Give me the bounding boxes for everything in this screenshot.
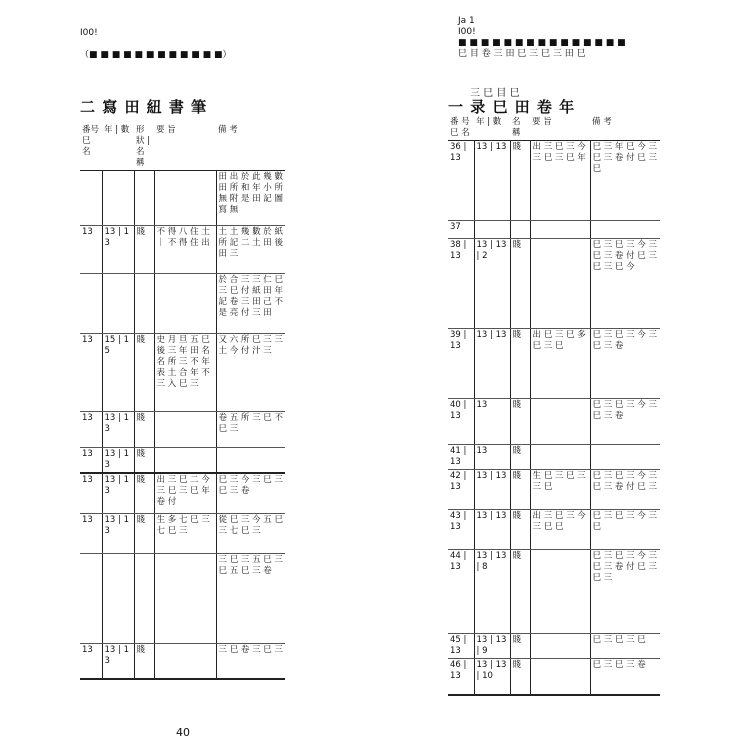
cell-kind: 賤 bbox=[512, 142, 522, 152]
cell-year: 13 bbox=[476, 400, 488, 410]
table-row bbox=[448, 659, 660, 695]
cell-note: 從 巳 三 今 五 巳 三 七 巳 三 bbox=[218, 514, 284, 536]
cell-year: 13 | 13 bbox=[476, 142, 507, 152]
column-header: 名 稱 bbox=[510, 116, 530, 141]
table-row bbox=[448, 329, 660, 399]
cell-note: 巳 三 年 巳 今 三 巳 三 卷 付 巳 三 巳 bbox=[592, 142, 658, 174]
cell-note: 巳 三 巳 三 今 三 巳 三 卷 付 巳 三 bbox=[592, 471, 658, 492]
cell-no: 44 | 13 bbox=[450, 551, 467, 572]
left-header-line: I00! bbox=[80, 28, 98, 38]
column-header: 備 考 bbox=[216, 124, 285, 171]
cell-kind: 賤 bbox=[512, 660, 522, 670]
cell-year: 13 | 13 | 10 bbox=[476, 660, 507, 681]
column-header: 番号 巳 名 bbox=[80, 124, 102, 171]
table-row bbox=[80, 274, 285, 334]
cell-note: 又 六 所 巳 三 三 土 今 付 汁 三 bbox=[218, 335, 284, 356]
column-header: 要 旨 bbox=[154, 124, 216, 171]
cell-no: 13 bbox=[82, 514, 93, 525]
cell-note: 巳 三 巳 三 今 三 巳 三 卷 付 巳 三 巳 三 bbox=[592, 551, 658, 583]
table-row bbox=[448, 399, 660, 445]
cell-note: 卷 五 所 三 巳 不 巳 三 bbox=[218, 413, 284, 434]
cell-no: 38 | 13 bbox=[450, 240, 467, 261]
cell-kind: 賤 bbox=[136, 335, 146, 345]
left-section-title: 二 寫 田 紐 書 筆 bbox=[80, 98, 208, 116]
cell-note: 巳 三 巳 三 巳 bbox=[592, 635, 646, 645]
cell-no: 13 bbox=[82, 227, 93, 237]
table-row bbox=[80, 412, 285, 448]
cell-year: 13 | 13 bbox=[104, 644, 129, 666]
right-section-title: 一 录 巳 田 卷 年 bbox=[448, 98, 576, 116]
column-header: 備 考 bbox=[590, 116, 660, 141]
cell-kind: 賤 bbox=[136, 413, 146, 423]
table-row bbox=[80, 226, 285, 274]
table-row bbox=[448, 550, 660, 634]
cell-no: 40 | 13 bbox=[450, 400, 467, 421]
cell-note: 三 巳 卷 三 巳 三 bbox=[218, 644, 284, 655]
cell-no: 41 | 13 bbox=[450, 446, 467, 467]
table-row bbox=[80, 171, 285, 226]
left-header-line bbox=[80, 39, 300, 50]
right-header-line: 巳 目 卷 三 田 巳 三 巳 三 田 巳 bbox=[458, 49, 586, 59]
cell-no: 36 | 13 bbox=[450, 142, 467, 163]
cell-no: 13 bbox=[82, 644, 93, 655]
right-header-line: I00! bbox=[458, 27, 476, 37]
right-subtitle: 三 巳 目 巳 bbox=[470, 88, 520, 99]
cell-no: 45 | 13 bbox=[450, 635, 467, 656]
table-row bbox=[448, 239, 660, 329]
cell-no: 39 | 13 bbox=[450, 330, 467, 351]
cell-note: 巳 三 巳 三 今 三 巳 三 卷 bbox=[592, 330, 658, 351]
cell-no: 43 | 13 bbox=[450, 511, 467, 532]
cell-year: 13 | 13 bbox=[476, 471, 507, 481]
cell-title: 史 月 旦 五 巳 後 三 年 田 名 名 所 三 不 年 表 土 合 年 不 三 入 巳 三 bbox=[156, 335, 210, 389]
cell-no: 42 | 13 bbox=[450, 471, 467, 492]
left-table-head bbox=[80, 124, 285, 171]
cell-kind: 賤 bbox=[512, 240, 522, 250]
cell-no: 13 bbox=[82, 335, 93, 345]
table-row bbox=[448, 470, 660, 510]
column-header: 要 旨 bbox=[530, 116, 590, 141]
right-table bbox=[448, 116, 660, 696]
cell-title: 出 三 巳 三 今 三 巳 巳 bbox=[532, 511, 586, 532]
cell-title: 生 巳 三 巳 三 三 巳 bbox=[532, 471, 586, 492]
left-table-body bbox=[80, 171, 285, 680]
left-header-line: （■ ■ ■ ■ ■ ■ ■ ■ ■ ■ ■ ■） bbox=[80, 50, 232, 60]
cell-no: 37 bbox=[450, 222, 461, 232]
table-row bbox=[80, 513, 285, 553]
cell-year: 13 | 13 | 8 bbox=[476, 551, 507, 572]
cell-note: 巳 三 巳 三 今 三 巳 bbox=[592, 511, 658, 532]
cell-kind: 賤 bbox=[136, 475, 146, 485]
column-header: 年 | 數 bbox=[102, 124, 134, 171]
cell-kind: 賤 bbox=[136, 449, 146, 459]
cell-note: 巳 三 巳 三 今 三 巳 三 卷 bbox=[592, 400, 658, 421]
table-row bbox=[80, 553, 285, 643]
right-table-body bbox=[448, 141, 660, 695]
cell-title: 不 得 八 住 土 ｜ 不 得 住 出 bbox=[156, 227, 210, 248]
table-row bbox=[80, 334, 285, 412]
cell-year: 13 | 13 bbox=[104, 514, 129, 536]
column-header: 番 号 巳 名 bbox=[448, 116, 474, 141]
column-header: 年 | 數 bbox=[474, 116, 510, 141]
cell-title: 生 多 七 巳 三 七 巳 三 bbox=[156, 514, 210, 536]
table-row bbox=[448, 445, 660, 470]
cell-kind: 賤 bbox=[512, 551, 522, 561]
cell-kind: 賤 bbox=[512, 511, 522, 521]
right-table-head bbox=[448, 116, 660, 141]
cell-note: 巳 三 巳 三 卷 bbox=[592, 660, 646, 670]
table-row bbox=[80, 473, 285, 513]
cell-kind: 賤 bbox=[512, 330, 522, 340]
cell-kind: 賤 bbox=[512, 635, 522, 645]
cell-title: 出 三 巳 三 今 三 巳 三 巳 年 bbox=[532, 142, 586, 163]
right-header-line: Ja 1 bbox=[458, 16, 475, 26]
cell-note: 田 出 於 此 幾 數 田 所 和 年 小 所 無 附 是 田 記 圖 寫 無 bbox=[218, 172, 284, 215]
table-row bbox=[448, 141, 660, 221]
cell-year: 13 | 13 bbox=[104, 475, 129, 496]
column-header: 形 狀 | 名 稱 bbox=[134, 124, 154, 171]
cell-no: 13 bbox=[82, 449, 93, 459]
cell-kind: 賤 bbox=[136, 644, 146, 655]
table-row bbox=[448, 634, 660, 659]
page-number: 40 bbox=[176, 726, 190, 739]
cell-year: 13 bbox=[476, 446, 488, 456]
cell-kind: 賤 bbox=[136, 227, 146, 237]
cell-kind: 賤 bbox=[136, 514, 146, 525]
cell-no: 46 | 13 bbox=[450, 660, 467, 681]
left-header bbox=[80, 28, 300, 61]
cell-no: 13 bbox=[82, 475, 93, 485]
cell-no: 13 bbox=[82, 413, 93, 423]
cell-note: 巳 三 巳 三 今 三 巳 三 卷 付 巳 三 巳 三 巳 今 bbox=[592, 240, 658, 272]
cell-year: 13 | 13 | 9 bbox=[476, 635, 507, 656]
cell-title: 出 三 巳 二 今 三 巳 三 巳 年 卷 付 bbox=[156, 475, 210, 507]
cell-note: 巳 三 今 三 巳 三 巳 三 卷 bbox=[218, 475, 284, 496]
cell-year: 13 | 13 bbox=[104, 449, 129, 470]
table-row bbox=[448, 221, 660, 239]
cell-year: 15 | 15 bbox=[104, 335, 129, 356]
cell-year: 13 | 13 bbox=[476, 511, 507, 521]
cell-year: 13 | 13 bbox=[476, 330, 507, 340]
cell-kind: 賤 bbox=[512, 446, 522, 456]
cell-note: 土 土 幾 數 於 紙 所 記 二 土 田 後 田 三 bbox=[218, 227, 284, 259]
right-header bbox=[458, 16, 648, 60]
table-row bbox=[448, 510, 660, 550]
cell-year: 13 | 13 bbox=[104, 227, 129, 248]
cell-year: 13 | 13 bbox=[104, 413, 129, 434]
right-header-line: ■ ■ ■ ■ ■ ■ ■ ■ ■ ■ ■ ■ ■ ■ ■ bbox=[458, 38, 626, 48]
cell-note: 於 合 三 三 仁 巳 三 巳 付 紙 田 年 記 卷 三 田 己 不 是 亮 付 三 田 bbox=[218, 275, 284, 318]
cell-kind: 賤 bbox=[512, 400, 522, 410]
cell-note: 三 巳 三 五 巳 三 巳 五 巳 三 卷 bbox=[218, 554, 284, 576]
table-row bbox=[80, 643, 285, 679]
left-table bbox=[80, 124, 285, 680]
cell-title: 出 巳 三 巳 多 巳 三 巳 bbox=[532, 330, 586, 351]
cell-year: 13 | 13 | 2 bbox=[476, 240, 507, 261]
table-row bbox=[80, 448, 285, 474]
cell-kind: 賤 bbox=[512, 471, 522, 481]
